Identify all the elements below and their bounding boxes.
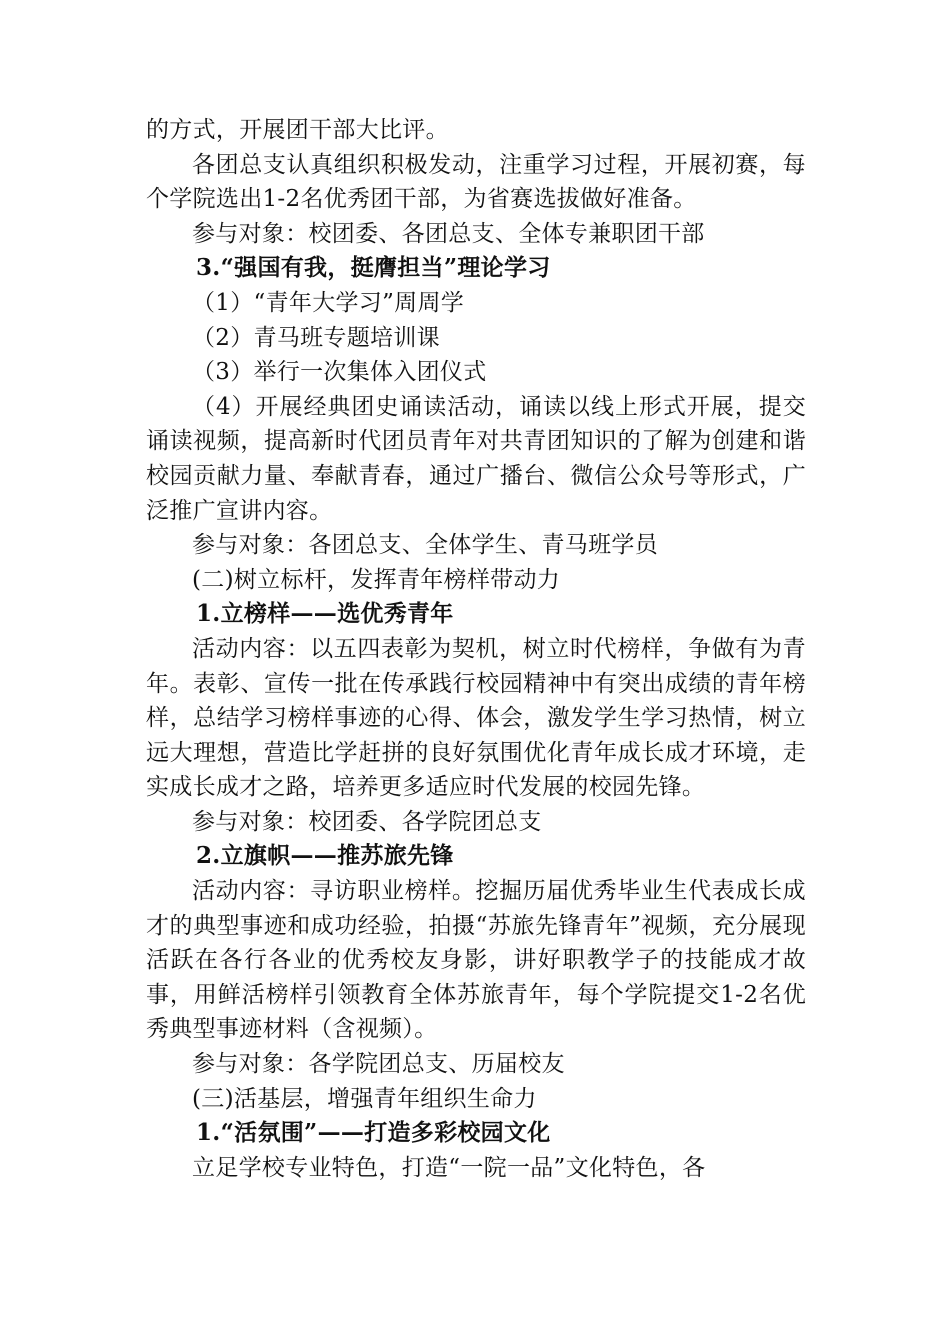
heading-pioneer: 2.立旗帜——推苏旅先锋 <box>196 842 454 870</box>
list-item-1: （1）“青年大学习”周周学 <box>192 289 465 316</box>
paragraph-campus-culture: 立足学校专业特色，打造“一院一品”文化特色，各 <box>192 1154 706 1181</box>
heading-campus-culture: 1.“活氛围”——打造多彩校园文化 <box>196 1119 551 1147</box>
paragraph-role-model-content: 活动内容：以五四表彰为契机，树立时代榜样，争做有为青年。表彰、宣传一批在传承践行校园精神中有突出成绩的青年榜样，总结学习榜样事迹的心得、体会，激发学生学习热情，树立远大理想，营造比学赶拼的良好氛围优化青年成长成才环境，走实成长成才之路，培养更多适应时代发展的校园先锋。 <box>146 635 806 801</box>
heading-theory-study: 3.“强国有我，挺膺担当”理论学习 <box>196 254 551 282</box>
list-item-3: （3）举行一次集体入团仪式 <box>192 359 487 386</box>
paragraph-continuation: 的方式，开展团干部大比评。 <box>146 117 449 143</box>
paragraph-preliminary-round: 各团总支认真组织积极发动，注重学习过程，开展初赛，每个学院选出1-2名优秀团干部，为省赛选拔做好准备。 <box>146 151 806 213</box>
section-heading-2: (二)树立标杆，发挥青年榜样带动力 <box>192 566 561 593</box>
section-heading-3: (三)活基层，增强青年组织生命力 <box>192 1085 537 1112</box>
heading-role-model: 1.立榜样——选优秀青年 <box>196 600 454 628</box>
document-page <box>146 113 806 1185</box>
paragraph-pioneer-content: 活动内容：寻访职业榜样。挖掘历届优秀毕业生代表成长成才的典型事迹和成功经验，拍摄“苏旅先锋青年”视频，充分展现活跃在各行各业的优秀校友身影，讲好职教学子的技能成才故事，用鲜活榜样引领教育全体苏旅青年，每个学院提交1-2名优秀典型事迹材料（含视频）。 <box>146 878 806 1043</box>
paragraph-participants-3: 参与对象：校团委、各学院团总支 <box>192 808 542 835</box>
list-item-2: （2）青马班专题培训课 <box>192 324 440 351</box>
paragraph-participants-1: 参与对象：校团委、各团总支、全体专兼职团干部 <box>192 220 705 247</box>
list-item-4: （4）开展经典团史诵读活动，诵读以线上形式开展，提交诵读视频，提高新时代团员青年对共青团知识的了解为创建和谐校园贡献力量、奉献青春，通过广播台、微信公众号等形式，广泛推广宣讲内容。 <box>146 393 806 524</box>
paragraph-participants-2: 参与对象：各团总支、全体学生、青马班学员 <box>192 532 658 559</box>
paragraph-participants-4: 参与对象：各学院团总支、历届校友 <box>192 1051 565 1078</box>
